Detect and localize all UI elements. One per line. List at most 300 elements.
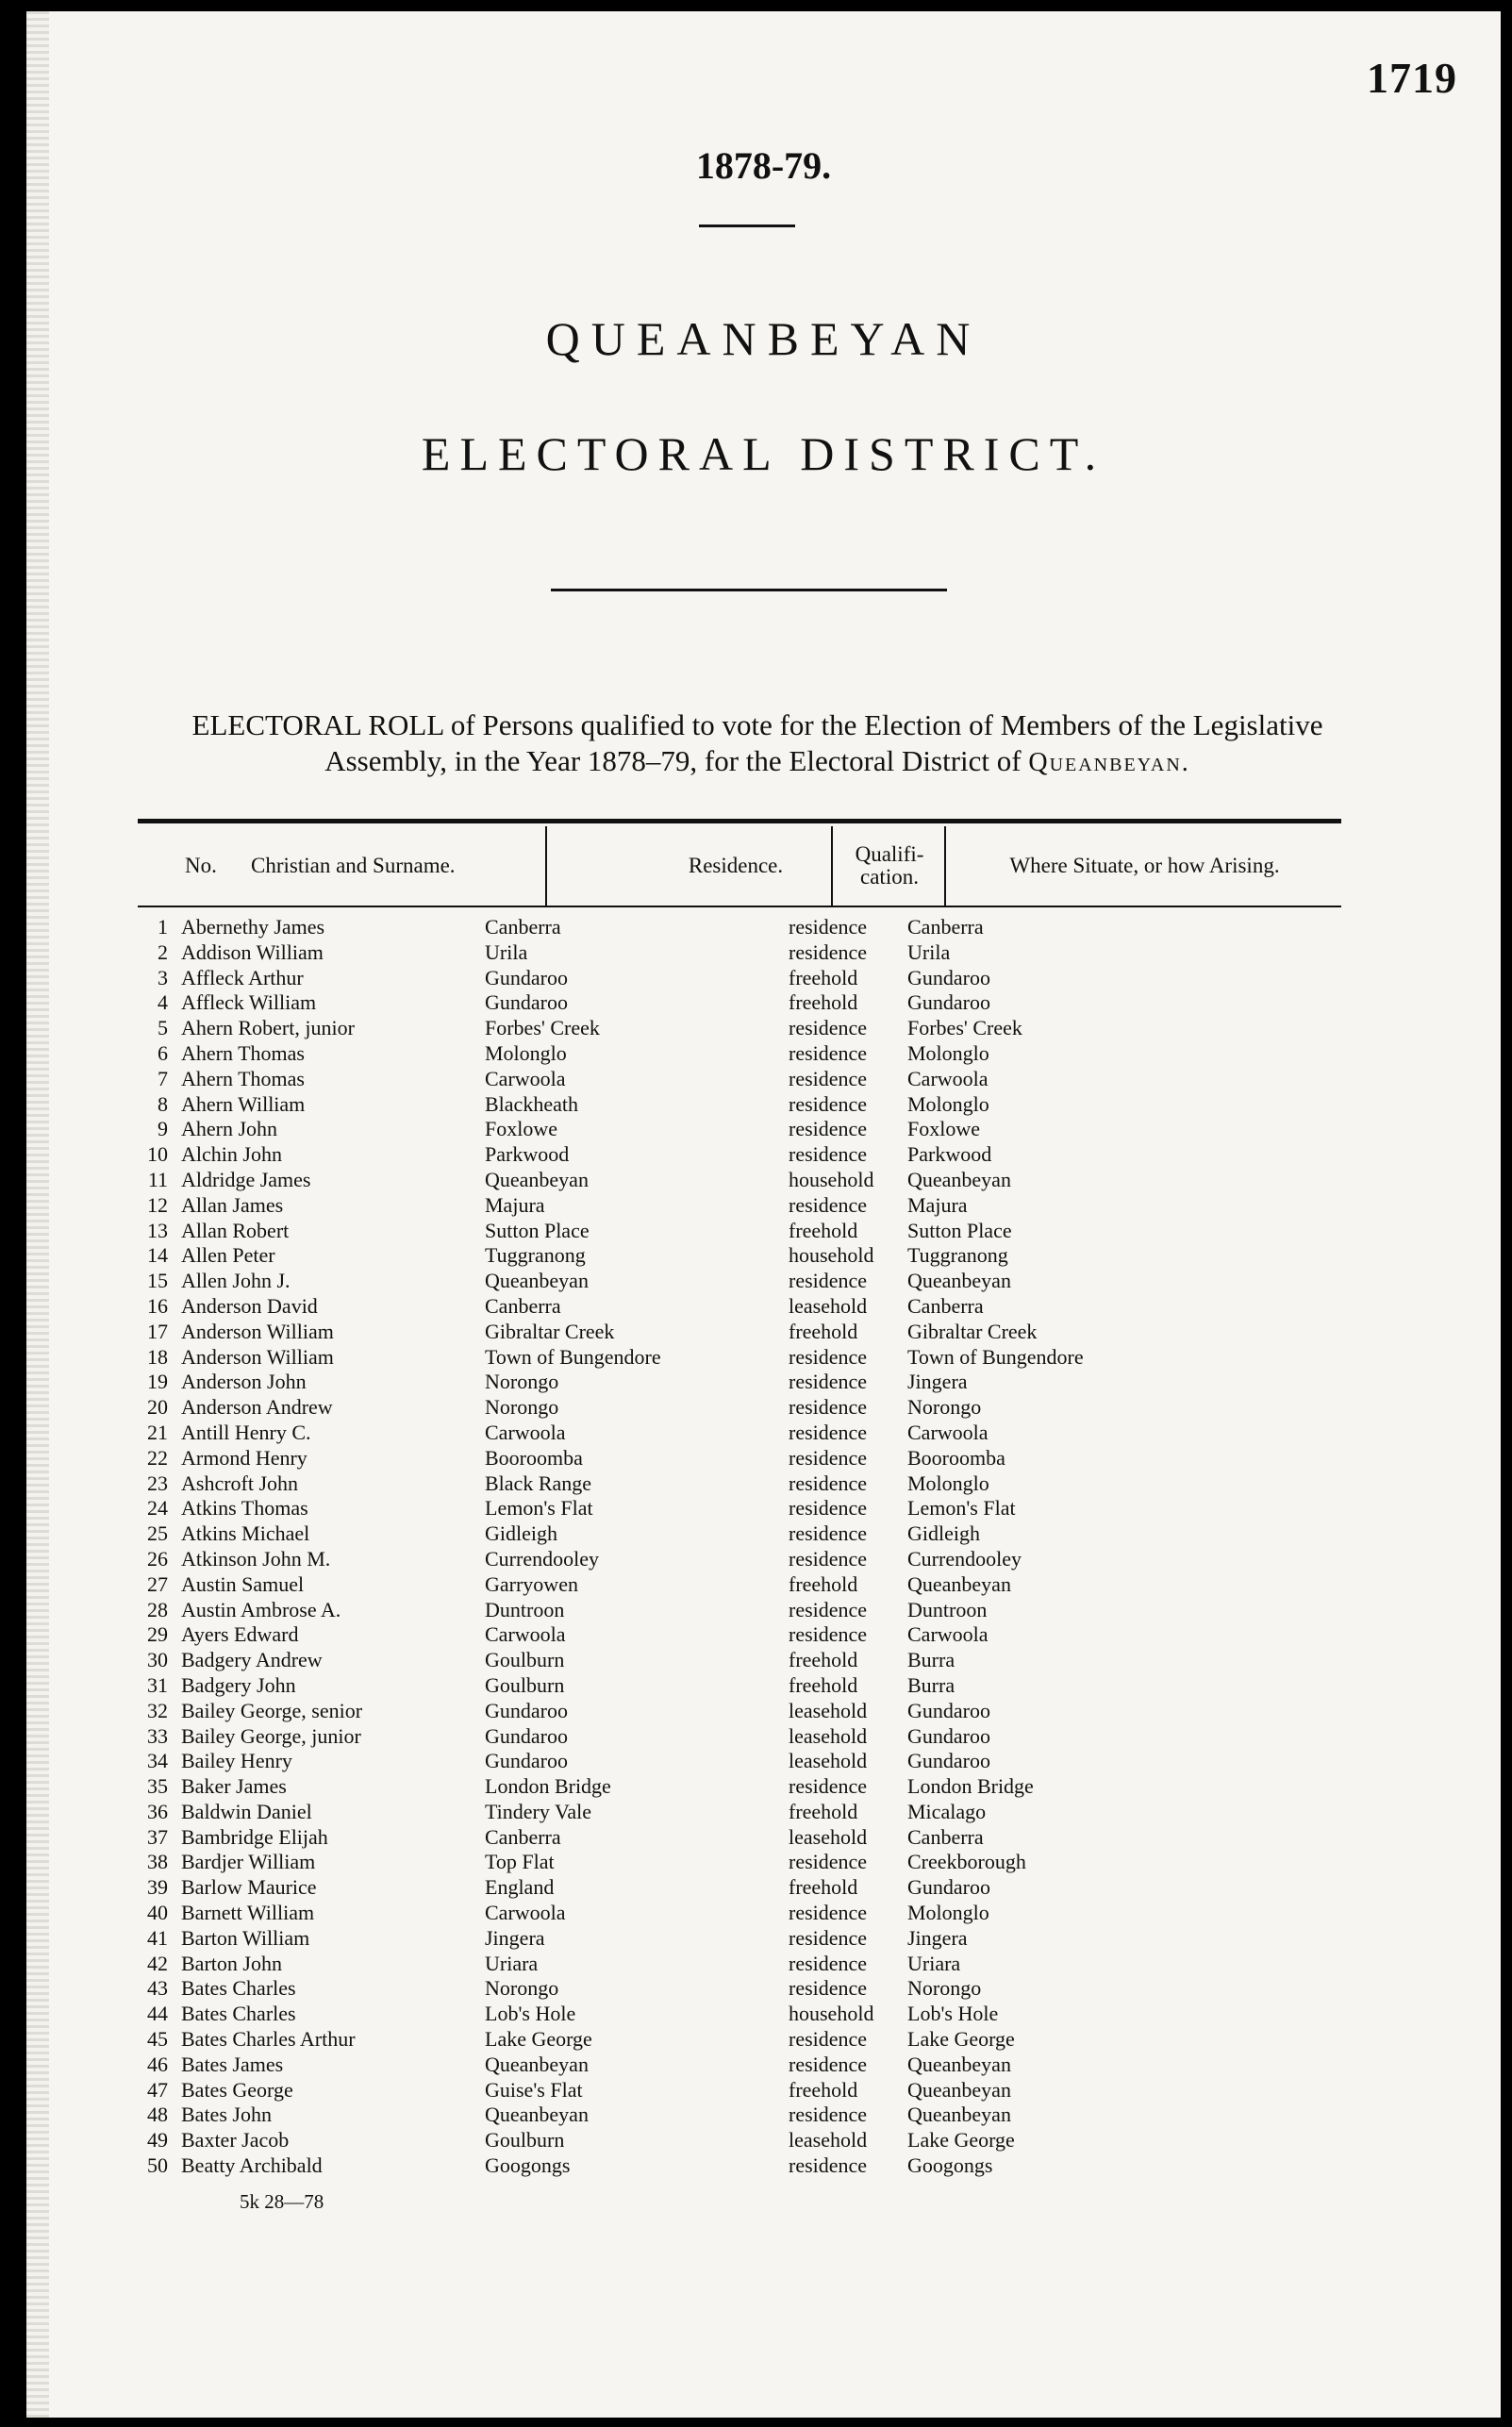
- residence: Googongs: [485, 2153, 571, 2178]
- residence: Gidleigh: [485, 1521, 557, 1546]
- residence: Currendooley: [485, 1546, 599, 1571]
- table-row: [26, 915, 1501, 940]
- residence: Lake George: [485, 2027, 592, 2052]
- voter-name: Ahern Robert, junior: [181, 1016, 355, 1040]
- voter-name: Bates John: [181, 2103, 272, 2127]
- row-number: 19: [147, 1370, 168, 1394]
- voter-name: Ahern William: [181, 1091, 306, 1116]
- residence: Gundaroo: [485, 1698, 568, 1722]
- qualification: household: [789, 1243, 874, 1268]
- where-situate: Molonglo: [907, 1040, 989, 1065]
- voter-name: Baxter Jacob: [181, 2128, 290, 2153]
- row-number: 17: [147, 1319, 168, 1343]
- qualification: residence: [789, 1471, 868, 1495]
- district-subtitle: ELECTORAL DISTRICT.: [421, 427, 1106, 480]
- where-situate: Lemon's Flat: [907, 1496, 1016, 1521]
- row-number: 28: [147, 1597, 168, 1621]
- voter-name: Anderson William: [181, 1344, 334, 1369]
- row-number: 1: [158, 915, 168, 939]
- table-row: [26, 1521, 1501, 1547]
- qualification: residence: [789, 1370, 868, 1394]
- table-row: [26, 1446, 1501, 1471]
- where-situate: Carwoola: [907, 1066, 989, 1090]
- where-situate: Gundaroo: [907, 1875, 990, 1900]
- qualification: residence: [789, 1142, 868, 1167]
- row-number: 27: [147, 1571, 168, 1596]
- row-number: 10: [147, 1142, 168, 1167]
- residence: Carwoola: [485, 1622, 566, 1647]
- where-situate: Molonglo: [907, 1471, 989, 1495]
- voter-name: Ashcroft John: [181, 1471, 299, 1495]
- where-situate: Lob's Hole: [907, 2002, 999, 2026]
- voter-name: Bambridge Elijah: [181, 1824, 328, 1849]
- voter-name: Baldwin Daniel: [181, 1799, 312, 1823]
- qualification: freehold: [789, 1648, 858, 1672]
- residence: Lob's Hole: [485, 2002, 576, 2026]
- row-number: 29: [147, 1622, 168, 1647]
- voter-name: Atkinson John M.: [181, 1546, 331, 1571]
- voter-name: Bates George: [181, 2077, 293, 2102]
- residence: Foxlowe: [485, 1117, 557, 1141]
- qualification: freehold: [789, 990, 858, 1015]
- table-header: [138, 826, 1341, 907]
- table-row: [26, 1345, 1501, 1371]
- where-situate: Gundaroo: [907, 1698, 990, 1722]
- where-situate: Creekborough: [907, 1850, 1026, 1874]
- table-row: [26, 1572, 1501, 1598]
- residence: Tindery Vale: [485, 1799, 592, 1823]
- row-number: 46: [147, 2052, 168, 2076]
- table-row: [26, 1067, 1501, 1092]
- row-number: 32: [147, 1698, 168, 1722]
- residence: Carwoola: [485, 1066, 566, 1090]
- where-situate: Queanbeyan: [907, 1571, 1011, 1596]
- where-situate: Town of Bungendore: [907, 1344, 1084, 1369]
- where-situate: Gundaroo: [907, 990, 990, 1015]
- row-number: 12: [147, 1192, 168, 1217]
- divider: [699, 224, 795, 227]
- qualification: freehold: [789, 1799, 858, 1823]
- row-number: 41: [147, 1925, 168, 1950]
- where-situate: Queanbeyan: [907, 2077, 1011, 2102]
- table-row: [26, 1193, 1501, 1219]
- table-top-rule: [138, 819, 1341, 823]
- qualification: household: [789, 1167, 874, 1191]
- row-number: 50: [147, 2153, 168, 2178]
- voter-name: Bates Charles Arthur: [181, 2027, 356, 2052]
- voter-name: Bailey George, senior: [181, 1698, 363, 1722]
- where-situate: London Bridge: [907, 1774, 1034, 1799]
- where-situate: Canberra: [907, 1293, 984, 1318]
- roll-year: 1878-79.: [695, 144, 832, 187]
- residence: Top Flat: [485, 1850, 555, 1874]
- table-row: [26, 1901, 1501, 1926]
- residence: London Bridge: [485, 1774, 611, 1799]
- table-row: [26, 2002, 1501, 2027]
- where-situate: Jingera: [907, 1370, 968, 1394]
- voter-name: Ayers Edward: [181, 1622, 299, 1647]
- qualification: residence: [789, 1016, 868, 1040]
- row-number: 6: [158, 1040, 168, 1065]
- residence: Molonglo: [485, 1040, 567, 1065]
- roll-introduction: [130, 707, 1385, 781]
- where-situate: Gundaroo: [907, 965, 990, 989]
- residence: Tuggranong: [485, 1243, 586, 1268]
- where-situate: Sutton Place: [907, 1218, 1012, 1242]
- where-situate: Gundaroo: [907, 1749, 990, 1773]
- voter-name: Bailey Henry: [181, 1749, 292, 1773]
- qualification: residence: [789, 1395, 868, 1420]
- row-number: 40: [147, 1901, 168, 1925]
- qualification: residence: [789, 2027, 868, 2052]
- qualification: leasehold: [789, 1293, 868, 1318]
- residence: Urila: [485, 939, 528, 964]
- row-number: 38: [147, 1850, 168, 1874]
- residence: Goulburn: [485, 2128, 565, 2153]
- residence: Canberra: [485, 915, 561, 939]
- table-row: [26, 1800, 1501, 1825]
- qualification: freehold: [789, 1672, 858, 1697]
- qualification: freehold: [789, 1218, 858, 1242]
- row-number: 34: [147, 1749, 168, 1773]
- table-row: [26, 2128, 1501, 2153]
- intro-district: Queanbeyan.: [1028, 748, 1190, 777]
- qualification: residence: [789, 1091, 868, 1116]
- residence: Majura: [485, 1192, 545, 1217]
- row-number: 36: [147, 1799, 168, 1823]
- row-number: 43: [147, 1976, 168, 2001]
- qualification: leasehold: [789, 2128, 868, 2153]
- voter-name: Baker James: [181, 1774, 287, 1799]
- qualification: residence: [789, 1192, 868, 1217]
- row-number: 24: [147, 1496, 168, 1521]
- residence: Gundaroo: [485, 965, 568, 989]
- voter-name: Austin Ambrose A.: [181, 1597, 341, 1621]
- qualification: freehold: [789, 965, 858, 989]
- where-situate: Lake George: [907, 2027, 1015, 2052]
- voter-name: Anderson David: [181, 1293, 318, 1318]
- row-number: 8: [158, 1091, 168, 1116]
- where-situate: Parkwood: [907, 1142, 992, 1167]
- row-number: 30: [147, 1648, 168, 1672]
- table-row: [26, 1825, 1501, 1851]
- table-row: [26, 1243, 1501, 1269]
- where-situate: Uriara: [907, 1951, 961, 1975]
- residence: Gibraltar Creek: [485, 1319, 615, 1343]
- where-situate: Gundaroo: [907, 1723, 990, 1748]
- row-number: 2: [158, 939, 168, 964]
- qualification: residence: [789, 1117, 868, 1141]
- qualification: leasehold: [789, 1824, 868, 1849]
- voter-name: Atkins Thomas: [181, 1496, 308, 1521]
- qualification: residence: [789, 1951, 868, 1975]
- table-row: [26, 1117, 1501, 1142]
- where-situate: Googongs: [907, 2153, 993, 2178]
- residence: Canberra: [485, 1293, 561, 1318]
- voter-name: Armond Henry: [181, 1445, 307, 1470]
- row-number: 18: [147, 1344, 168, 1369]
- voter-name: Bates Charles: [181, 2002, 296, 2026]
- table-row: [26, 1041, 1501, 1067]
- qualification: freehold: [789, 1875, 858, 1900]
- residence: Lemon's Flat: [485, 1496, 593, 1521]
- table-row: [26, 990, 1501, 1016]
- where-situate: Queanbeyan: [907, 1269, 1011, 1293]
- residence: Goulburn: [485, 1648, 565, 1672]
- voter-name: Badgery Andrew: [181, 1648, 323, 1672]
- voter-name: Ahern Thomas: [181, 1066, 305, 1090]
- table-row: [26, 2027, 1501, 2053]
- voter-name: Affleck William: [181, 990, 317, 1015]
- table-row: [26, 1395, 1501, 1421]
- where-situate: Majura: [907, 1192, 968, 1217]
- table-row: [26, 1952, 1501, 1977]
- table-row: [26, 966, 1501, 991]
- table-row: [26, 2153, 1501, 2179]
- where-situate: Canberra: [907, 915, 984, 939]
- qualification: residence: [789, 2103, 868, 2127]
- residence: Queanbeyan: [485, 2103, 589, 2127]
- row-number: 42: [147, 1951, 168, 1975]
- table-row: [26, 1673, 1501, 1699]
- where-situate: Norongo: [907, 1976, 982, 2001]
- voter-name: Abernethy James: [181, 915, 325, 939]
- qualification: residence: [789, 1622, 868, 1647]
- header-no: No.: [185, 854, 217, 877]
- table-row: [26, 1648, 1501, 1673]
- row-number: 4: [158, 990, 168, 1015]
- table-row: [26, 1471, 1501, 1497]
- table-row: [26, 1976, 1501, 2002]
- divider: [551, 589, 947, 591]
- residence: Garryowen: [485, 1571, 578, 1596]
- voter-name: Bailey George, junior: [181, 1723, 361, 1748]
- where-situate: Forbes' Creek: [907, 1016, 1022, 1040]
- residence: Sutton Place: [485, 1218, 590, 1242]
- table-row: [26, 1850, 1501, 1875]
- qualification: residence: [789, 915, 868, 939]
- row-number: 3: [158, 965, 168, 989]
- table-row: [26, 1724, 1501, 1750]
- qualification: residence: [789, 2052, 868, 2076]
- table-row: [26, 1294, 1501, 1320]
- residence: Norongo: [485, 1395, 559, 1420]
- table-row: [26, 1926, 1501, 1952]
- residence: Black Range: [485, 1471, 592, 1495]
- qualification: residence: [789, 1976, 868, 2001]
- electoral-roll-table: [26, 915, 1501, 2179]
- qualification: household: [789, 2002, 874, 2026]
- table-row: [26, 1269, 1501, 1294]
- row-number: 13: [147, 1218, 168, 1242]
- table-row: [26, 1598, 1501, 1623]
- qualification: residence: [789, 1774, 868, 1799]
- row-number: 14: [147, 1243, 168, 1268]
- row-number: 48: [147, 2103, 168, 2127]
- voter-name: Barton William: [181, 1925, 310, 1950]
- row-number: 44: [147, 2002, 168, 2026]
- table-row: [26, 1749, 1501, 1774]
- row-number: 37: [147, 1824, 168, 1849]
- qualification: residence: [789, 1925, 868, 1950]
- voter-name: Bates James: [181, 2052, 284, 2076]
- row-number: 39: [147, 1875, 168, 1900]
- voter-name: Aldridge James: [181, 1167, 311, 1191]
- qualification: residence: [789, 1850, 868, 1874]
- qualification: leasehold: [789, 1749, 868, 1773]
- voter-name: Allan Robert: [181, 1218, 290, 1242]
- voter-name: Allen Peter: [181, 1243, 275, 1268]
- intro-text: ELECTORAL ROLL of Persons qualified to vote for the Election of Members of the Legislative Assembly, in the Year 1878–79, for the Electoral District of: [191, 708, 1323, 777]
- voter-name: Barlow Maurice: [181, 1875, 317, 1900]
- residence: Queanbeyan: [485, 1269, 589, 1293]
- where-situate: Gibraltar Creek: [907, 1319, 1038, 1343]
- where-situate: Molonglo: [907, 1091, 989, 1116]
- row-number: 33: [147, 1723, 168, 1748]
- table-row: [26, 2053, 1501, 2078]
- row-number: 26: [147, 1546, 168, 1571]
- document-page: [26, 11, 1501, 2418]
- voter-name: Austin Samuel: [181, 1571, 305, 1596]
- qualification: leasehold: [789, 1698, 868, 1722]
- residence: Booroomba: [485, 1445, 583, 1470]
- qualification: leasehold: [789, 1723, 868, 1748]
- qualification: freehold: [789, 1571, 858, 1596]
- residence: Guise's Flat: [485, 2077, 583, 2102]
- residence: England: [485, 1875, 555, 1900]
- page-number: 1719: [1367, 54, 1457, 102]
- where-situate: Gidleigh: [907, 1521, 980, 1546]
- qualification: residence: [789, 1546, 868, 1571]
- row-number: 45: [147, 2027, 168, 2052]
- residence: Canberra: [485, 1824, 561, 1849]
- qualification: residence: [789, 1420, 868, 1444]
- qualification: residence: [789, 1496, 868, 1521]
- voter-name: Bates Charles: [181, 1976, 296, 2001]
- residence: Uriara: [485, 1951, 539, 1975]
- where-situate: Queanbeyan: [907, 2103, 1011, 2127]
- row-number: 7: [158, 1066, 168, 1090]
- voter-name: Atkins Michael: [181, 1521, 310, 1546]
- table-row: [26, 1168, 1501, 1193]
- voter-name: Allan James: [181, 1192, 284, 1217]
- row-number: 23: [147, 1471, 168, 1495]
- voter-name: Allen John J.: [181, 1269, 291, 1293]
- residence: Queanbeyan: [485, 2052, 589, 2076]
- table-row: [26, 1219, 1501, 1244]
- table-row: [26, 2078, 1501, 2103]
- residence: Queanbeyan: [485, 1167, 589, 1191]
- where-situate: Booroomba: [907, 1445, 1005, 1470]
- voter-name: Ahern Thomas: [181, 1040, 305, 1065]
- voter-name: Beatty Archibald: [181, 2153, 323, 2178]
- where-situate: Currendooley: [907, 1546, 1022, 1571]
- row-number: 15: [147, 1269, 168, 1293]
- where-situate: Queanbeyan: [907, 2052, 1011, 2076]
- table-row: [26, 940, 1501, 966]
- where-situate: Burra: [907, 1648, 955, 1672]
- row-number: 21: [147, 1420, 168, 1444]
- header-where: Where Situate, or how Arising.: [944, 826, 1343, 906]
- voter-name: Anderson John: [181, 1370, 307, 1394]
- where-situate: Queanbeyan: [907, 1167, 1011, 1191]
- residence: Gundaroo: [485, 990, 568, 1015]
- qualification: residence: [789, 1445, 868, 1470]
- qualification: freehold: [789, 1319, 858, 1343]
- voter-name: Barnett William: [181, 1901, 315, 1925]
- row-number: 49: [147, 2128, 168, 2153]
- row-number: 31: [147, 1672, 168, 1697]
- qualification: residence: [789, 1901, 868, 1925]
- voter-name: Alchin John: [181, 1142, 282, 1167]
- header-residence: Residence.: [545, 826, 924, 906]
- qualification: residence: [789, 1521, 868, 1546]
- residence: Carwoola: [485, 1901, 566, 1925]
- row-number: 9: [158, 1117, 168, 1141]
- table-row: [26, 1699, 1501, 1724]
- row-number: 16: [147, 1293, 168, 1318]
- where-situate: Duntroon: [907, 1597, 988, 1621]
- voter-name: Badgery John: [181, 1672, 296, 1697]
- residence: Norongo: [485, 1976, 559, 2001]
- district-title: QUEANBEYAN: [545, 312, 982, 365]
- row-number: 11: [147, 1167, 168, 1191]
- header-name: Christian and Surname.: [251, 854, 456, 877]
- residence: Carwoola: [485, 1420, 566, 1444]
- residence: Gundaroo: [485, 1749, 568, 1773]
- table-row: [26, 1622, 1501, 1648]
- qualification: residence: [789, 1269, 868, 1293]
- where-situate: Norongo: [907, 1395, 982, 1420]
- table-row: [26, 1370, 1501, 1395]
- qualification: residence: [789, 1344, 868, 1369]
- where-situate: Urila: [907, 939, 951, 964]
- residence: Norongo: [485, 1370, 559, 1394]
- table-row: [26, 1320, 1501, 1345]
- residence: Parkwood: [485, 1142, 570, 1167]
- where-situate: Molonglo: [907, 1901, 989, 1925]
- residence: Blackheath: [485, 1091, 578, 1116]
- qualification: residence: [789, 2153, 868, 2178]
- residence: Gundaroo: [485, 1723, 568, 1748]
- row-number: 47: [147, 2077, 168, 2102]
- table-row: [26, 1774, 1501, 1800]
- where-situate: Carwoola: [907, 1622, 989, 1647]
- table-row: [26, 1875, 1501, 1901]
- qualification: residence: [789, 939, 868, 964]
- qualification: residence: [789, 1040, 868, 1065]
- qualification: freehold: [789, 2077, 858, 2102]
- table-row: [26, 1016, 1501, 1041]
- row-number: 22: [147, 1445, 168, 1470]
- voter-name: Affleck Arthur: [181, 965, 304, 989]
- voter-name: Addison William: [181, 939, 324, 964]
- where-situate: Carwoola: [907, 1420, 989, 1444]
- qualification: residence: [789, 1597, 868, 1621]
- where-situate: Lake George: [907, 2128, 1015, 2153]
- table-row: [26, 1496, 1501, 1521]
- residence: Duntroon: [485, 1597, 565, 1621]
- voter-name: Anderson Andrew: [181, 1395, 333, 1420]
- row-number: 5: [158, 1016, 168, 1040]
- voter-name: Barton John: [181, 1951, 282, 1975]
- header-qualification: Qualifi-cation.: [831, 826, 946, 906]
- residence: Goulburn: [485, 1672, 565, 1697]
- voter-name: Bardjer William: [181, 1850, 316, 1874]
- voter-name: Ahern John: [181, 1117, 278, 1141]
- voter-name: Antill Henry C.: [181, 1420, 311, 1444]
- residence: Town of Bungendore: [485, 1344, 661, 1369]
